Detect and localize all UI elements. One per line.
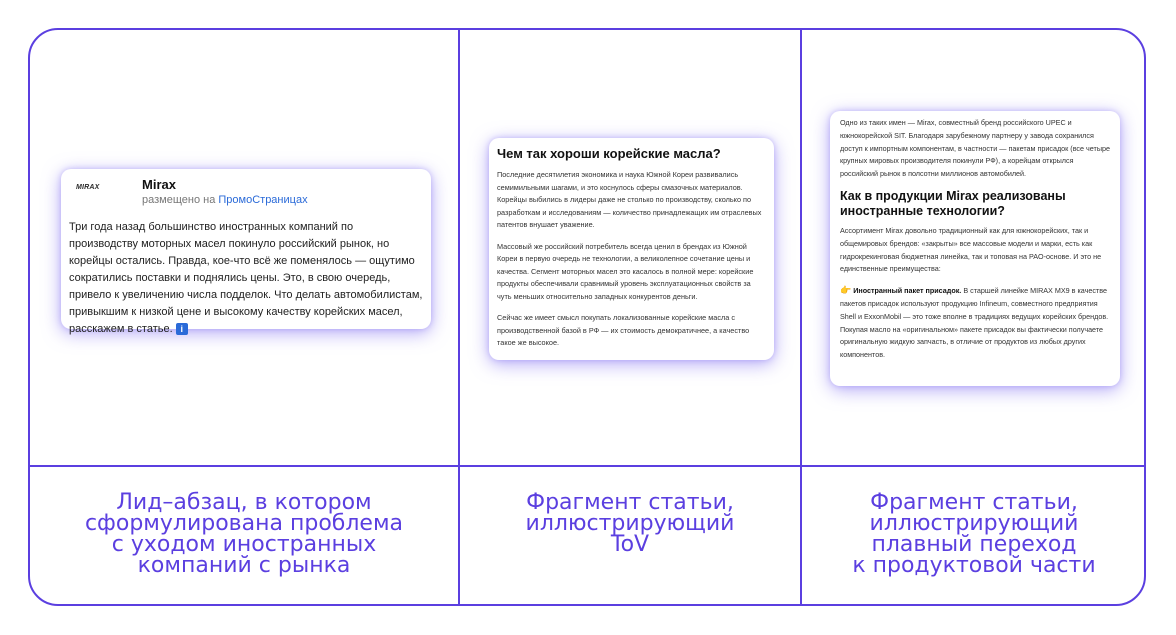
- caption-line: Фрагмент статьи,: [870, 490, 1078, 515]
- product-bullet: [840, 284, 1110, 362]
- caption-line: компаний с рынка: [137, 553, 351, 578]
- placement-line: [142, 194, 308, 206]
- caption-line: ToV: [610, 532, 650, 557]
- promopages-link[interactable]: ПромоСтраницах: [218, 194, 308, 206]
- caption-line: Фрагмент статьи,: [526, 490, 734, 515]
- caption-lead: [30, 492, 458, 576]
- product-intro: Одно из таких имен — Mirax, совместный бренд российского UPEC и южнокорейской SIT. Благодаря зарубежному партнеру у завода сохранился доступ к импортным компонентам, в частности — пакетам присадок (все четыре крупных мировых производителя покинули РФ), а корейцам открылся российский рынок в полсотни миллионов автомобилей.: [840, 118, 1110, 179]
- tov-card: [489, 138, 774, 360]
- caption-tov: [460, 492, 800, 555]
- tov-paragraph: Последние десятилетия экономика и наука Южной Кореи развивались семимильными шагами, и это коснулось сферы смазочных материалов. Корейцы выбились в лидеры даже не столько по производству, сколько по разработкам и исследованиям — количество принадлежащих им отраслевых патентов внушает уважение.: [497, 170, 762, 229]
- mirax-logo: MIRAX: [76, 184, 100, 191]
- product-card: [830, 111, 1120, 386]
- caption-line: к продуктовой части: [852, 553, 1096, 578]
- bullet-title: Иностранный пакет присадок.: [853, 286, 962, 296]
- brand-name: Mirax: [142, 177, 176, 192]
- tov-title: Чем так хороши корейские масла?: [497, 146, 721, 161]
- bullet-text: В старшей линейке MIRAX MX9 в качестве пакетов присадок используют продукцию Infineum, совместного предприятия Shell и ExxonMobil — это тоже вполне в традициях ведущих корейских брендов. Покупая масло на «оригинальном» пакете присадок вы фактически получаете оригинальную жидкую запчасть, в отличие от продуктов из любых других компонентов.: [840, 286, 1109, 360]
- lead-body: Три года назад большинство иностранных компаний по производству моторных масел покинуло российский рынок, но корейцы остались. Правда, кое-что всё же поменялось — ощутимо сократились поставки и поднялись цены. Это, в свою очередь, привело к увеличению числа подделок. Что делать автомобилистам, привыкшим к низкой цене и высокому качеству корейских масел, расскажем в статье.: [69, 221, 423, 335]
- product-assortment: Ассортимент Mirax довольно традиционный как для южнокорейских, так и общемировых брендов: «закрыты» все массовые модели и марки, есть как гидрокрекинговая бюджетная линейка, так и топовая на PAO-основе. И это не единственные преимущества:: [840, 225, 1102, 274]
- lead-card: [61, 169, 431, 335]
- row-divider: [30, 465, 1144, 467]
- lead-text: [69, 219, 424, 338]
- caption-line: с уходом иностранных: [111, 532, 377, 557]
- tov-paragraph: Сейчас же имеет смысл покупать локализованные корейские масла с производственной базой в РФ — их стоимость демократичнее, а качество такое же высокое.: [497, 313, 750, 347]
- caption-line: плавный переход: [871, 532, 1077, 557]
- info-icon[interactable]: i: [176, 323, 188, 335]
- product-heading: Как в продукции Mirax реализованы иностранные технологии?: [840, 188, 1066, 218]
- tov-paragraph: Массовый же российский потребитель всегда ценил в брендах из Южной Кореи в первую очередь не технологии, а великолепное сочетание цены и качества. Сегмент моторных масел это касалось в полной мере: корейские продукты обеспечивали сравнимый уровень эксплуатационных свойств за чуть меньших относительно западных конкурентов деньги.: [497, 241, 754, 301]
- caption-line: сформулирована проблема: [84, 511, 404, 536]
- pointing-hand-icon: 👉: [840, 285, 852, 296]
- caption-line: иллюстрирующий: [525, 511, 735, 536]
- caption-line: Лид–абзац, в котором: [116, 490, 372, 515]
- caption-product: [802, 492, 1146, 576]
- caption-line: иллюстрирующий: [869, 511, 1079, 536]
- comparison-table: [28, 28, 1146, 606]
- placement-prefix: размещено на: [142, 194, 216, 206]
